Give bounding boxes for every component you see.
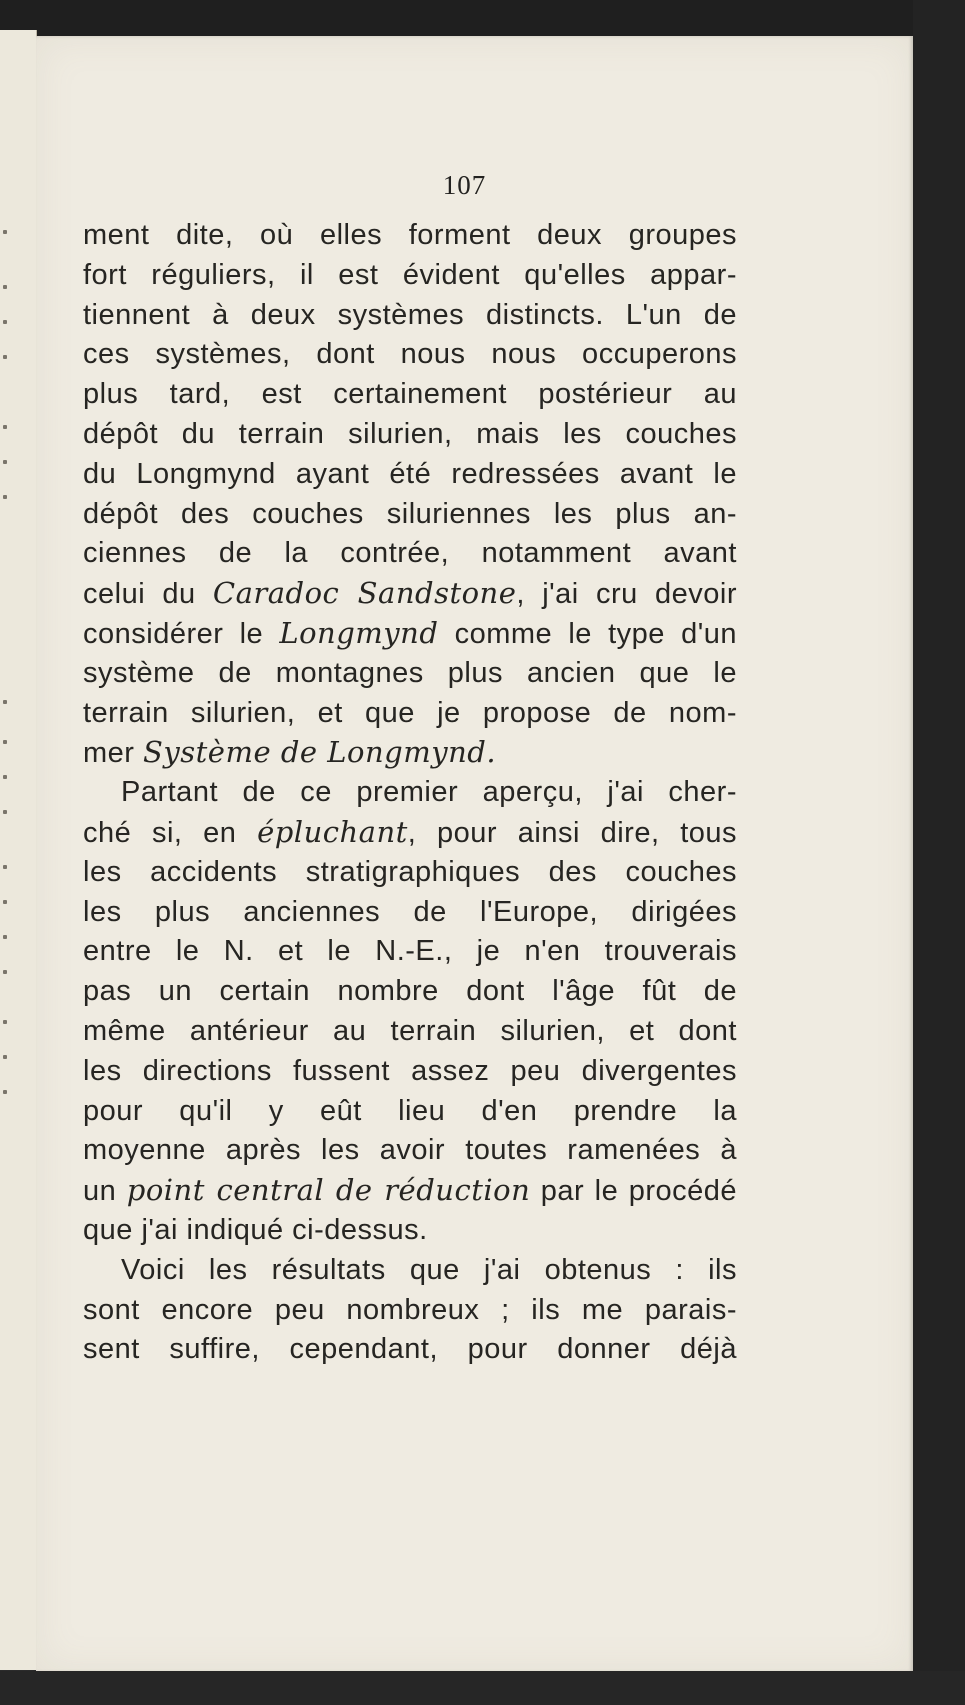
text-segment: , j'ai cru devoir [516, 578, 737, 611]
text-segment: ciennes de la contrée, notamment avant [83, 537, 737, 570]
bleed-mark [3, 970, 7, 974]
text-line [83, 813, 737, 853]
text-line [83, 375, 737, 415]
text-line [83, 574, 737, 614]
bleed-mark [3, 1055, 7, 1059]
text-segment: comme le type d'un [438, 617, 737, 650]
text-segment: du Longmynd ayant été redressées avant le [83, 457, 737, 490]
text-segment: entre le N. et le N.-E., je n'en trouverais [83, 935, 737, 968]
text-line [83, 534, 737, 574]
text-segment: celui du [83, 578, 213, 611]
scan-background-right [913, 0, 965, 1705]
bleed-mark [3, 935, 7, 939]
text-line [83, 296, 737, 336]
bleed-mark [3, 495, 7, 499]
text-line [83, 972, 737, 1012]
text-line [83, 455, 737, 495]
text-line [83, 932, 737, 972]
text-line [83, 1330, 737, 1370]
text-segment: par le procédé [530, 1175, 737, 1208]
scan-background-bottom [0, 1671, 965, 1705]
bleed-mark [3, 810, 7, 814]
bleed-mark [3, 425, 7, 429]
bleed-mark [3, 1090, 7, 1094]
bleed-mark [3, 285, 7, 289]
italic-text-segment: épluchant [257, 814, 408, 849]
text-segment: que j'ai indiqué ci-dessus. [83, 1213, 428, 1246]
bleed-mark [3, 900, 7, 904]
book-page [36, 36, 913, 1672]
text-segment: , pour ainsi dire, tous [407, 816, 738, 849]
italic-text-segment: point central de réduction [126, 1173, 531, 1208]
text-line [83, 1171, 737, 1211]
text-line [83, 1291, 737, 1331]
text-segment: sont encore peu nombreux ; ils me parais- [83, 1293, 737, 1326]
text-line [83, 495, 737, 535]
text-line [83, 1012, 737, 1052]
text-line [83, 893, 737, 933]
bleed-mark [3, 865, 7, 869]
text-segment: considérer le [83, 617, 280, 650]
text-line [83, 216, 737, 256]
scan-background-top [0, 0, 965, 38]
text-segment: pas un certain nombre dont l'âge fût de [83, 975, 737, 1008]
bleed-mark [3, 1020, 7, 1024]
text-segment: Voici les résultats que j'ai obtenus : ils [121, 1253, 737, 1286]
page-body-text [83, 216, 737, 1370]
text-segment: dépôt du terrain silurien, mais les couches [83, 417, 737, 450]
text-line [83, 415, 737, 455]
page-number: 107 [442, 170, 487, 200]
text-segment: moyenne après les avoir toutes ramenées à [83, 1134, 737, 1167]
text-segment: les plus anciennes de l'Europe, dirigées [83, 895, 737, 928]
italic-text-segment: Caradoc Sandstone [212, 576, 517, 611]
bleed-mark [3, 740, 7, 744]
text-segment: système de montagnes plus ancien que le [83, 656, 737, 689]
bleed-mark [3, 355, 7, 359]
text-segment: pour qu'il y eût lieu d'en prendre la [83, 1094, 737, 1127]
text-segment: fort réguliers, il est évident qu'elles appar- [83, 258, 737, 291]
bleed-mark [3, 775, 7, 779]
text-line [83, 614, 737, 654]
text-line [83, 1251, 737, 1291]
bleed-mark [3, 460, 7, 464]
bleed-mark [3, 700, 7, 704]
text-segment: sent suffire, cependant, pour donner déjà [83, 1333, 737, 1366]
text-segment: dépôt des couches siluriennes les plus an- [83, 497, 737, 530]
text-segment: Partant de ce premier aperçu, j'ai cher- [121, 776, 737, 809]
text-line [83, 1092, 737, 1132]
text-segment: mer [83, 737, 143, 770]
text-line [83, 1052, 737, 1092]
text-segment: terrain silurien, et que je propose de nom- [83, 696, 737, 729]
text-line [83, 733, 737, 773]
text-line [83, 256, 737, 296]
text-segment: ché si, en [83, 816, 258, 849]
text-segment: ment dite, où elles forment deux groupes [83, 219, 737, 251]
text-line [83, 773, 737, 813]
text-line [83, 1131, 737, 1171]
text-segment: les directions fussent assez peu divergentes [83, 1054, 737, 1087]
italic-text-segment: Longmynd [279, 615, 439, 650]
text-segment: plus tard, est certainement postérieur au [83, 378, 737, 411]
text-line [83, 335, 737, 375]
text-segment: les accidents stratigraphiques des couches [83, 855, 737, 888]
text-line [83, 694, 737, 734]
text-line [83, 654, 737, 694]
previous-page-edge [0, 30, 37, 1670]
text-segment: même antérieur au terrain silurien, et dont [83, 1014, 737, 1047]
text-segment: un [83, 1175, 127, 1208]
bleed-mark [3, 320, 7, 324]
text-segment: ces systèmes, dont nous nous occuperons [83, 338, 737, 371]
text-line [83, 1211, 737, 1251]
bleed-mark [3, 230, 7, 234]
text-segment: tiennent à deux systèmes distincts. L'un de [83, 298, 737, 331]
text-line [83, 853, 737, 893]
italic-text-segment: Système de Longmynd. [143, 735, 497, 770]
